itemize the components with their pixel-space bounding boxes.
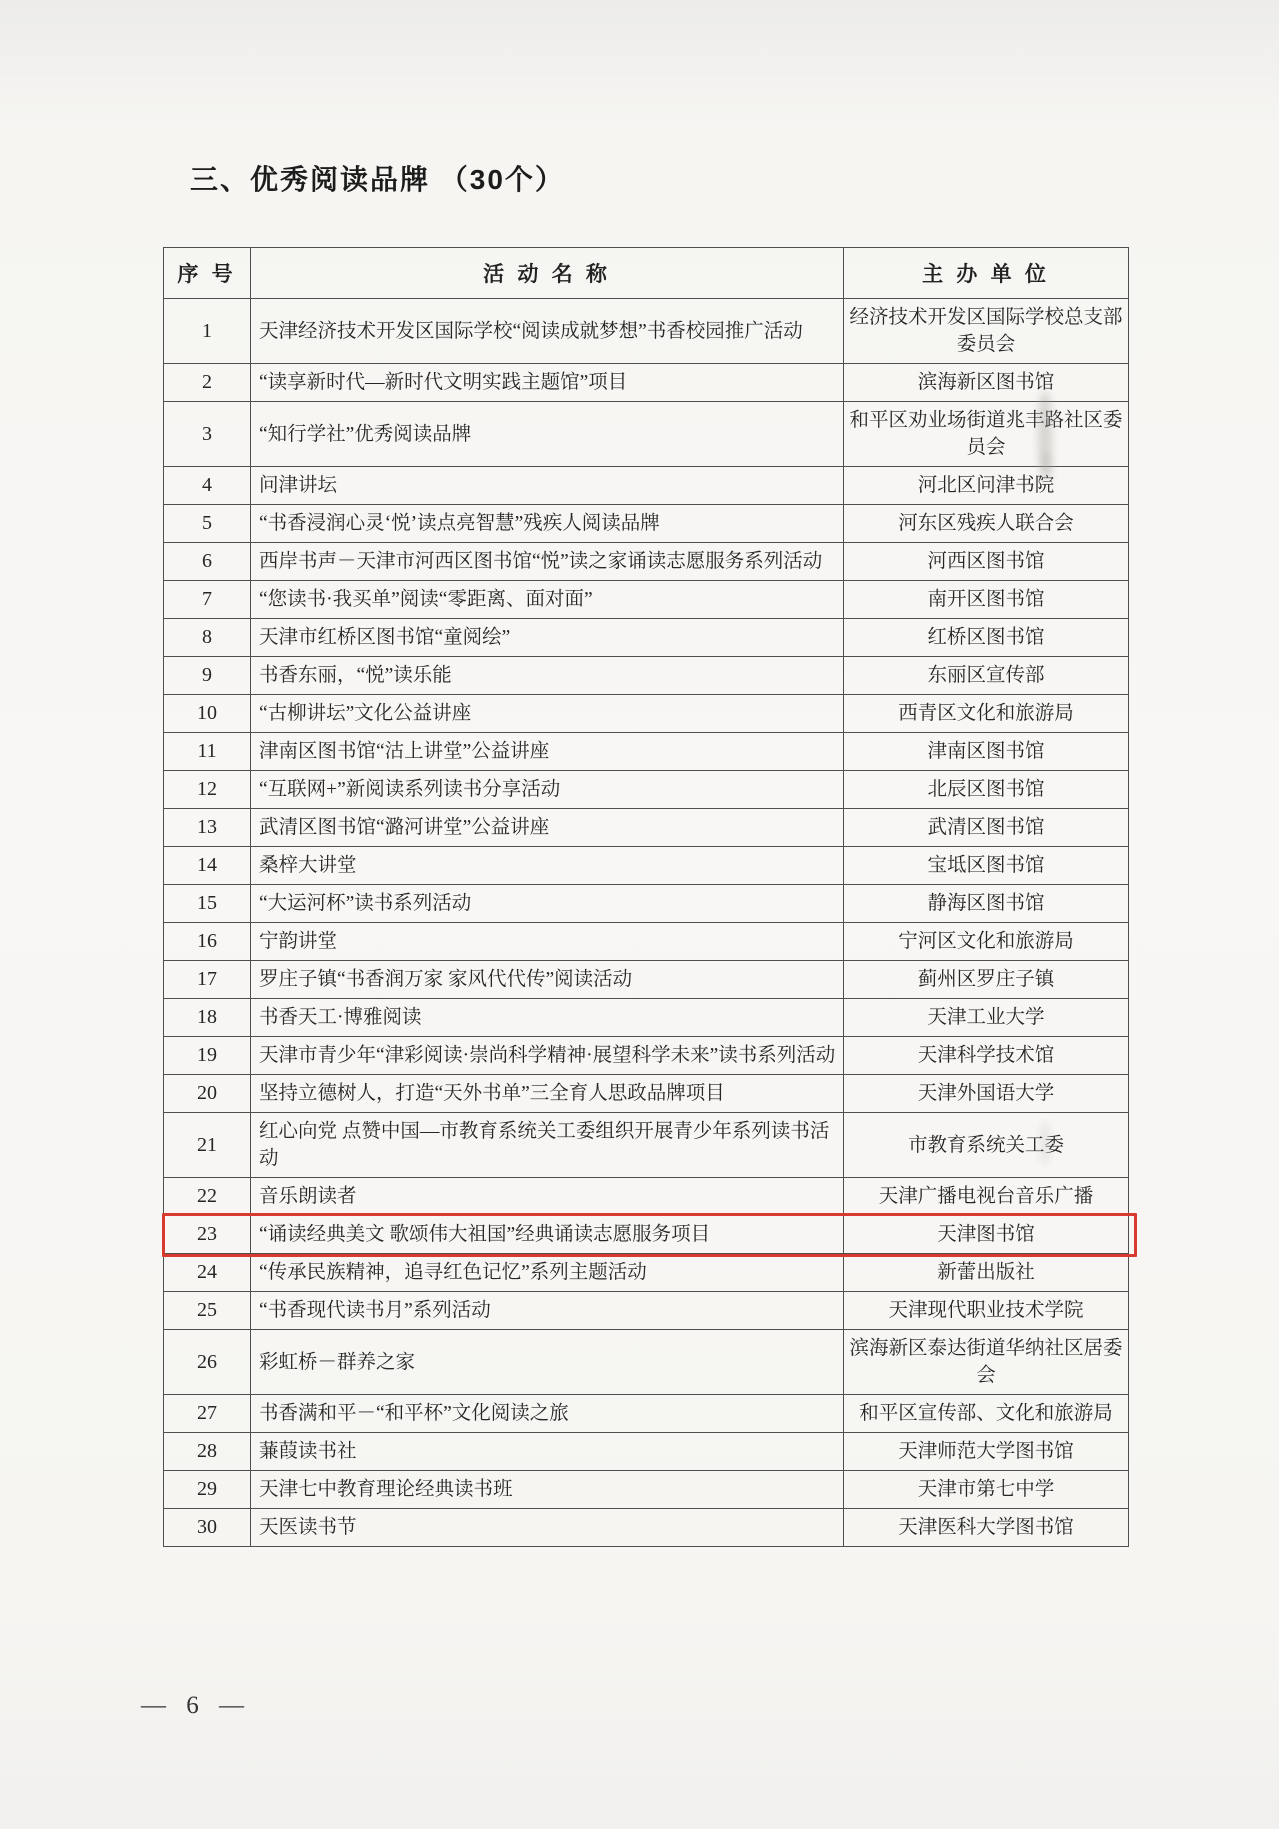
activity-name-cell: “知行学社”优秀阅读品牌 bbox=[251, 402, 844, 467]
organizer-cell: 天津工业大学 bbox=[844, 999, 1129, 1037]
row-number-cell: 16 bbox=[164, 923, 251, 961]
organizer-cell: 西青区文化和旅游局 bbox=[844, 695, 1129, 733]
activity-name-cell: 西岸书声－天津市河西区图书馆“悦”读之家诵读志愿服务系列活动 bbox=[251, 543, 844, 581]
organizer-cell: 天津师范大学图书馆 bbox=[844, 1433, 1129, 1471]
organizer-cell: 滨海新区泰达街道华纳社区居委会 bbox=[844, 1330, 1129, 1395]
page-number: — 6 — bbox=[141, 1692, 251, 1719]
table-row bbox=[164, 1395, 1129, 1433]
organizer-cell: 天津医科大学图书馆 bbox=[844, 1509, 1129, 1547]
table-row bbox=[164, 299, 1129, 364]
row-number-cell: 6 bbox=[164, 543, 251, 581]
row-number-cell: 2 bbox=[164, 364, 251, 402]
organizer-cell: 北辰区图书馆 bbox=[844, 771, 1129, 809]
activity-name-cell: “诵读经典美文 歌颂伟大祖国”经典诵读志愿服务项目 bbox=[251, 1216, 844, 1254]
activity-name-cell: 书香东丽，“悦”读乐能 bbox=[251, 657, 844, 695]
row-number-cell: 27 bbox=[164, 1395, 251, 1433]
organizer-cell: 天津广播电视台音乐广播 bbox=[844, 1178, 1129, 1216]
table-row bbox=[164, 809, 1129, 847]
activity-name-cell: 红心向党 点赞中国—市教育系统关工委组织开展青少年系列读书活动 bbox=[251, 1113, 844, 1178]
table-row bbox=[164, 961, 1129, 999]
table-row bbox=[164, 1075, 1129, 1113]
row-number-cell: 18 bbox=[164, 999, 251, 1037]
organizer-cell: 宝坻区图书馆 bbox=[844, 847, 1129, 885]
table-row bbox=[164, 999, 1129, 1037]
organizer-cell: 和平区宣传部、文化和旅游局 bbox=[844, 1395, 1129, 1433]
row-number-cell: 22 bbox=[164, 1178, 251, 1216]
col-header-activity-name: 活 动 名 称 bbox=[251, 248, 844, 299]
table-row bbox=[164, 1292, 1129, 1330]
organizer-cell: 红桥区图书馆 bbox=[844, 619, 1129, 657]
organizer-cell: 滨海新区图书馆 bbox=[844, 364, 1129, 402]
table-row bbox=[164, 1037, 1129, 1075]
col-header-organizer: 主 办 单 位 bbox=[844, 248, 1129, 299]
row-number-cell: 24 bbox=[164, 1254, 251, 1292]
organizer-cell: 河北区问津书院 bbox=[844, 467, 1129, 505]
organizer-cell: 蓟州区罗庄子镇 bbox=[844, 961, 1129, 999]
table-row bbox=[164, 1330, 1129, 1395]
row-number-cell: 28 bbox=[164, 1433, 251, 1471]
table-row bbox=[164, 695, 1129, 733]
row-number-cell: 8 bbox=[164, 619, 251, 657]
organizer-cell: 河西区图书馆 bbox=[844, 543, 1129, 581]
activity-name-cell: 音乐朗读者 bbox=[251, 1178, 844, 1216]
organizer-cell: 经济技术开发区国际学校总支部委员会 bbox=[844, 299, 1129, 364]
table-row bbox=[164, 1113, 1129, 1178]
organizer-cell: 天津外国语大学 bbox=[844, 1075, 1129, 1113]
row-number-cell: 7 bbox=[164, 581, 251, 619]
table-row bbox=[164, 657, 1129, 695]
table-row bbox=[164, 1216, 1129, 1254]
row-number-cell: 9 bbox=[164, 657, 251, 695]
row-number-cell: 26 bbox=[164, 1330, 251, 1395]
activity-name-cell: 天医读书节 bbox=[251, 1509, 844, 1547]
table-row bbox=[164, 581, 1129, 619]
organizer-cell: 天津图书馆 bbox=[844, 1216, 1129, 1254]
table-row bbox=[164, 505, 1129, 543]
row-number-cell: 1 bbox=[164, 299, 251, 364]
table-row bbox=[164, 771, 1129, 809]
organizer-cell: 天津市第七中学 bbox=[844, 1471, 1129, 1509]
organizer-cell: 静海区图书馆 bbox=[844, 885, 1129, 923]
scan-smudge bbox=[1040, 1122, 1050, 1164]
activity-name-cell: 天津市青少年“津彩阅读·崇尚科学精神·展望科学未来”读书系列活动 bbox=[251, 1037, 844, 1075]
table-row bbox=[164, 923, 1129, 961]
organizer-cell: 天津科学技术馆 bbox=[844, 1037, 1129, 1075]
organizer-cell: 南开区图书馆 bbox=[844, 581, 1129, 619]
organizer-cell: 河东区残疾人联合会 bbox=[844, 505, 1129, 543]
organizer-cell: 津南区图书馆 bbox=[844, 733, 1129, 771]
activity-name-cell: 坚持立德树人，打造“天外书单”三全育人思政品牌项目 bbox=[251, 1075, 844, 1113]
row-number-cell: 20 bbox=[164, 1075, 251, 1113]
activity-name-cell: 天津经济技术开发区国际学校“阅读成就梦想”书香校园推广活动 bbox=[251, 299, 844, 364]
table-row bbox=[164, 543, 1129, 581]
activity-name-cell: “互联网+”新阅读系列读书分享活动 bbox=[251, 771, 844, 809]
page-title: 三、优秀阅读品牌 （30个） bbox=[190, 164, 565, 195]
activity-name-cell: 蒹葭读书社 bbox=[251, 1433, 844, 1471]
activity-name-cell: 津南区图书馆“沽上讲堂”公益讲座 bbox=[251, 733, 844, 771]
activity-name-cell: 天津七中教育理论经典读书班 bbox=[251, 1471, 844, 1509]
table-row bbox=[164, 619, 1129, 657]
row-number-cell: 5 bbox=[164, 505, 251, 543]
table-row bbox=[164, 885, 1129, 923]
table-row bbox=[164, 1509, 1129, 1547]
organizer-cell: 天津现代职业技术学院 bbox=[844, 1292, 1129, 1330]
organizer-cell: 新蕾出版社 bbox=[844, 1254, 1129, 1292]
activity-name-cell: 书香满和平－“和平杯”文化阅读之旅 bbox=[251, 1395, 844, 1433]
row-number-cell: 29 bbox=[164, 1471, 251, 1509]
organizer-cell: 和平区劝业场街道兆丰路社区委员会 bbox=[844, 402, 1129, 467]
scan-smudge bbox=[1042, 452, 1052, 482]
organizer-cell: 东丽区宣传部 bbox=[844, 657, 1129, 695]
row-number-cell: 12 bbox=[164, 771, 251, 809]
activity-name-cell: “古柳讲坛”文化公益讲座 bbox=[251, 695, 844, 733]
activity-name-cell: 宁韵讲堂 bbox=[251, 923, 844, 961]
table-row bbox=[164, 847, 1129, 885]
row-number-cell: 10 bbox=[164, 695, 251, 733]
activity-name-cell: “书香现代读书月”系列活动 bbox=[251, 1292, 844, 1330]
activity-name-cell: “书香浸润心灵‘悦’读点亮智慧”残疾人阅读品牌 bbox=[251, 505, 844, 543]
activity-name-cell: “大运河杯”读书系列活动 bbox=[251, 885, 844, 923]
table-row bbox=[164, 402, 1129, 467]
row-number-cell: 14 bbox=[164, 847, 251, 885]
row-number-cell: 19 bbox=[164, 1037, 251, 1075]
row-number-cell: 21 bbox=[164, 1113, 251, 1178]
activity-name-cell: 罗庄子镇“书香润万家 家风代代传”阅读活动 bbox=[251, 961, 844, 999]
activity-name-cell: 问津讲坛 bbox=[251, 467, 844, 505]
col-header-serial-no: 序 号 bbox=[164, 248, 251, 299]
row-number-cell: 4 bbox=[164, 467, 251, 505]
activity-name-cell: 桑梓大讲堂 bbox=[251, 847, 844, 885]
row-number-cell: 25 bbox=[164, 1292, 251, 1330]
row-number-cell: 30 bbox=[164, 1509, 251, 1547]
activity-name-cell: 书香天工·博雅阅读 bbox=[251, 999, 844, 1037]
table-row bbox=[164, 1433, 1129, 1471]
activity-name-cell: “读享新时代—新时代文明实践主题馆”项目 bbox=[251, 364, 844, 402]
table-row bbox=[164, 364, 1129, 402]
row-number-cell: 15 bbox=[164, 885, 251, 923]
activity-name-cell: 武清区图书馆“潞河讲堂”公益讲座 bbox=[251, 809, 844, 847]
table-row bbox=[164, 1254, 1129, 1292]
row-number-cell: 23 bbox=[164, 1216, 251, 1254]
table-row bbox=[164, 733, 1129, 771]
activity-name-cell: 彩虹桥－群养之家 bbox=[251, 1330, 844, 1395]
table-header-row bbox=[164, 248, 1129, 299]
activity-name-cell: “您读书·我买单”阅读“零距离、面对面” bbox=[251, 581, 844, 619]
organizer-cell: 武清区图书馆 bbox=[844, 809, 1129, 847]
row-number-cell: 11 bbox=[164, 733, 251, 771]
table-row bbox=[164, 1471, 1129, 1509]
table-row bbox=[164, 1178, 1129, 1216]
reading-brands-table bbox=[163, 247, 1129, 1547]
row-number-cell: 17 bbox=[164, 961, 251, 999]
activity-name-cell: 天津市红桥区图书馆“童阅绘” bbox=[251, 619, 844, 657]
organizer-cell: 市教育系统关工委 bbox=[844, 1113, 1129, 1178]
table-row bbox=[164, 467, 1129, 505]
row-number-cell: 3 bbox=[164, 402, 251, 467]
row-number-cell: 13 bbox=[164, 809, 251, 847]
activity-name-cell: “传承民族精神，追寻红色记忆”系列主题活动 bbox=[251, 1254, 844, 1292]
organizer-cell: 宁河区文化和旅游局 bbox=[844, 923, 1129, 961]
